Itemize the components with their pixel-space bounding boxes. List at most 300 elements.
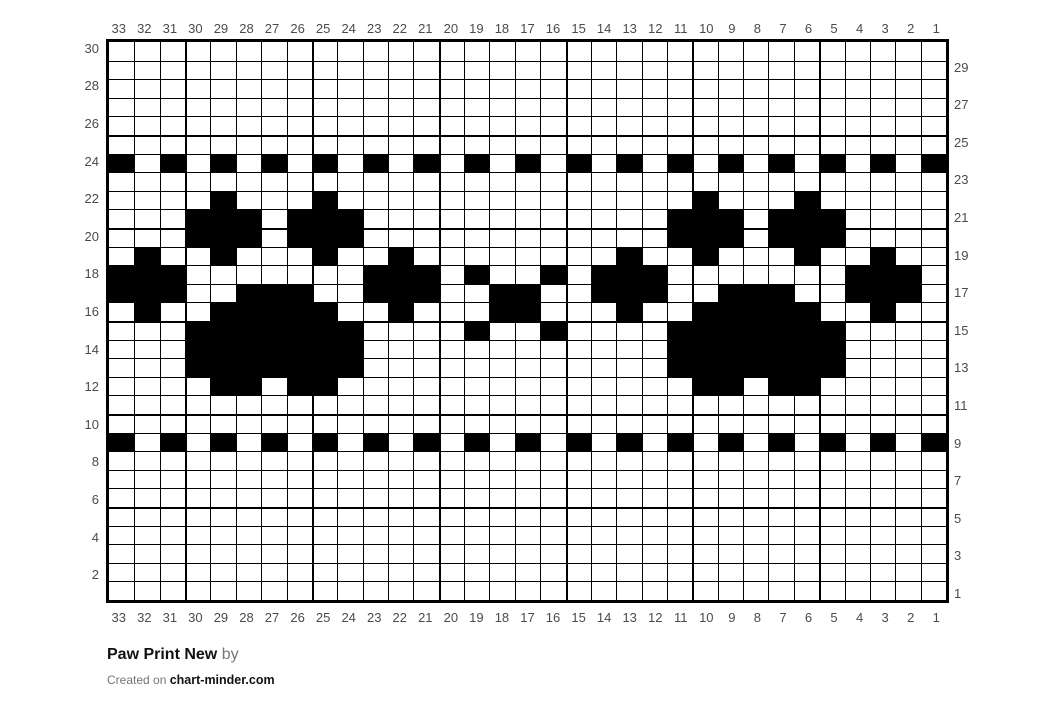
grid-cell xyxy=(743,42,768,61)
grid-cell xyxy=(870,451,895,470)
grid-cell xyxy=(870,358,895,377)
column-number: 24 xyxy=(341,21,356,36)
grid-cell xyxy=(743,172,768,191)
grid-cell xyxy=(388,172,413,191)
grid-cell xyxy=(439,414,464,433)
grid-cell xyxy=(489,358,514,377)
grid-cell xyxy=(591,284,616,303)
grid-cell xyxy=(692,414,717,433)
grid-cell xyxy=(413,135,438,154)
grid-cell xyxy=(160,61,185,80)
grid-cell xyxy=(312,414,337,433)
column-number: 20 xyxy=(443,610,459,625)
grid-cell xyxy=(185,377,210,396)
grid-cell xyxy=(312,433,337,452)
grid-cell xyxy=(591,414,616,433)
grid-cell xyxy=(464,507,489,526)
grid-cell xyxy=(287,433,312,452)
grid-cell xyxy=(895,265,920,284)
grid-cell xyxy=(464,116,489,135)
grid-cell xyxy=(312,358,337,377)
grid-cell xyxy=(261,526,286,545)
grid-cell xyxy=(591,265,616,284)
grid-cell xyxy=(921,488,946,507)
grid-cell xyxy=(870,470,895,489)
grid-cell xyxy=(160,340,185,359)
grid-cell xyxy=(109,154,134,173)
grid-cell xyxy=(337,265,362,284)
grid-cell xyxy=(616,377,641,396)
grid-cell xyxy=(109,61,134,80)
grid-cell xyxy=(870,284,895,303)
grid-cell xyxy=(185,61,210,80)
grid-cell xyxy=(134,228,159,247)
grid-cell xyxy=(540,433,565,452)
grid-cell xyxy=(794,302,819,321)
grid-cell xyxy=(768,209,793,228)
grid-cell xyxy=(160,116,185,135)
grid-cell xyxy=(743,154,768,173)
row-number xyxy=(952,265,982,284)
grid-cell xyxy=(464,247,489,266)
grid-cell xyxy=(591,61,616,80)
grid-cell xyxy=(109,395,134,414)
grid-cell xyxy=(845,470,870,489)
grid-cell xyxy=(210,451,235,470)
grid-cell xyxy=(363,247,388,266)
grid-cell xyxy=(768,135,793,154)
grid-cell xyxy=(160,135,185,154)
grid-cell xyxy=(845,61,870,80)
column-number: 10 xyxy=(699,610,714,625)
grid-cell xyxy=(718,451,743,470)
grid-cell xyxy=(718,61,743,80)
grid-cell xyxy=(489,544,514,563)
grid-cell xyxy=(363,265,388,284)
grid-cell xyxy=(489,526,514,545)
grid-cell xyxy=(160,470,185,489)
row-number xyxy=(72,133,102,152)
grid-cell xyxy=(210,358,235,377)
grid-cell xyxy=(540,563,565,582)
grid-cell xyxy=(667,321,692,340)
grid-cell xyxy=(845,395,870,414)
grid-cell xyxy=(743,135,768,154)
grid-cell xyxy=(210,395,235,414)
grid-cell xyxy=(388,284,413,303)
grid-cell xyxy=(566,414,591,433)
grid-cell xyxy=(464,414,489,433)
grid-cell xyxy=(819,321,844,340)
grid-cell xyxy=(870,433,895,452)
grid-cell xyxy=(591,321,616,340)
grid-cell xyxy=(363,507,388,526)
grid-cell xyxy=(819,228,844,247)
grid-cell xyxy=(489,451,514,470)
grid-cell xyxy=(464,284,489,303)
grid-cell xyxy=(261,377,286,396)
row-number xyxy=(952,189,982,208)
row-number xyxy=(72,208,102,227)
grid-cell xyxy=(870,154,895,173)
grid-cell xyxy=(210,135,235,154)
grid-cell xyxy=(261,228,286,247)
grid-cell xyxy=(819,358,844,377)
grid-cell xyxy=(540,377,565,396)
grid-cell xyxy=(261,284,286,303)
grid-cell xyxy=(413,228,438,247)
grid-cell xyxy=(439,395,464,414)
grid-cell xyxy=(413,265,438,284)
grid-cell xyxy=(489,79,514,98)
grid-cell xyxy=(794,358,819,377)
grid-cell xyxy=(921,395,946,414)
grid-cell xyxy=(261,581,286,600)
grid-cell xyxy=(870,414,895,433)
grid-cell xyxy=(261,321,286,340)
grid-cell xyxy=(337,433,362,452)
grid-cell xyxy=(134,135,159,154)
grid-cell xyxy=(160,284,185,303)
grid-cell xyxy=(591,581,616,600)
grid-cell xyxy=(210,488,235,507)
column-number: 11 xyxy=(674,610,688,625)
grid-cell xyxy=(185,358,210,377)
grid-cell xyxy=(692,265,717,284)
row-number xyxy=(952,453,982,472)
grid-cell xyxy=(794,526,819,545)
grid-cell xyxy=(616,98,641,117)
grid-cell xyxy=(109,191,134,210)
grid-cell xyxy=(236,61,261,80)
grid-cell xyxy=(921,209,946,228)
grid-cell xyxy=(363,79,388,98)
grid-cell xyxy=(591,247,616,266)
column-number: 18 xyxy=(494,21,510,36)
grid-cell xyxy=(413,358,438,377)
grid-cell xyxy=(210,42,235,61)
grid-cell xyxy=(515,581,540,600)
grid-cell xyxy=(464,61,489,80)
grid-cell xyxy=(236,544,261,563)
grid-cell xyxy=(921,340,946,359)
grid-cell xyxy=(464,98,489,117)
grid-cell xyxy=(489,414,514,433)
grid-cell xyxy=(794,209,819,228)
grid-cell xyxy=(870,581,895,600)
grid-cell xyxy=(768,172,793,191)
grid-cell xyxy=(236,209,261,228)
grid-cell xyxy=(921,172,946,191)
grid-cell xyxy=(337,581,362,600)
grid-cell xyxy=(591,135,616,154)
grid-cell xyxy=(566,191,591,210)
column-number: 17 xyxy=(520,610,535,625)
grid-cell xyxy=(134,209,159,228)
column-number: 1 xyxy=(932,21,940,36)
grid-cell xyxy=(718,395,743,414)
row-number xyxy=(952,114,982,133)
column-number: 25 xyxy=(315,21,331,36)
grid-cell xyxy=(337,507,362,526)
grid-cell xyxy=(109,172,134,191)
grid-cell xyxy=(134,79,159,98)
row-number: 4 xyxy=(91,529,99,545)
grid-cell xyxy=(439,563,464,582)
grid-cell xyxy=(287,172,312,191)
grid-cell xyxy=(743,321,768,340)
column-number: 12 xyxy=(647,21,663,36)
grid-cell xyxy=(134,302,159,321)
grid-cell xyxy=(413,154,438,173)
grid-cell xyxy=(718,433,743,452)
grid-cell xyxy=(312,79,337,98)
grid-cell xyxy=(667,470,692,489)
grid-cell xyxy=(718,340,743,359)
grid-cell xyxy=(236,265,261,284)
grid-cell xyxy=(439,302,464,321)
grid-cell xyxy=(895,507,920,526)
grid-cell xyxy=(642,135,667,154)
column-number: 18 xyxy=(494,610,510,625)
grid-cell xyxy=(819,395,844,414)
grid-cell xyxy=(566,507,591,526)
grid-cell xyxy=(185,544,210,563)
grid-cell xyxy=(312,451,337,470)
grid-cell xyxy=(363,544,388,563)
grid-cell xyxy=(667,526,692,545)
row-number: 28 xyxy=(84,78,99,94)
grid-cell xyxy=(160,358,185,377)
grid-cell xyxy=(642,172,667,191)
grid-cell xyxy=(692,302,717,321)
grid-cell xyxy=(921,79,946,98)
grid-cell xyxy=(287,154,312,173)
grid-cell xyxy=(312,395,337,414)
row-number: 17 xyxy=(954,285,969,301)
grid-cell xyxy=(819,302,844,321)
grid-cell xyxy=(185,526,210,545)
grid-cell xyxy=(895,116,920,135)
grid-cell xyxy=(692,340,717,359)
grid-cell xyxy=(819,61,844,80)
grid-cell xyxy=(312,563,337,582)
grid-cell xyxy=(489,488,514,507)
grid-cell xyxy=(363,284,388,303)
grid-cell xyxy=(109,42,134,61)
grid-cell xyxy=(743,79,768,98)
grid-cell xyxy=(768,470,793,489)
grid-cell xyxy=(845,135,870,154)
grid-cell xyxy=(692,433,717,452)
grid-cell xyxy=(337,154,362,173)
grid-cell xyxy=(566,488,591,507)
grid-cell xyxy=(210,544,235,563)
grid-cell xyxy=(591,79,616,98)
grid-cell xyxy=(591,172,616,191)
grid-cell xyxy=(616,42,641,61)
grid-cell xyxy=(667,116,692,135)
grid-cell xyxy=(845,544,870,563)
grid-cell xyxy=(540,61,565,80)
grid-cell xyxy=(667,507,692,526)
grid-cell xyxy=(210,563,235,582)
grid-cell xyxy=(413,321,438,340)
column-number: 15 xyxy=(571,610,586,625)
grid-cell xyxy=(388,98,413,117)
grid-cell xyxy=(895,98,920,117)
grid-cell xyxy=(718,98,743,117)
grid-cell xyxy=(312,172,337,191)
grid-cell xyxy=(692,42,717,61)
grid-cell xyxy=(895,395,920,414)
column-number: 17 xyxy=(520,21,535,36)
grid-cell xyxy=(160,265,185,284)
grid-cell xyxy=(109,581,134,600)
grid-cell xyxy=(667,414,692,433)
grid-cell xyxy=(515,488,540,507)
grid-cell xyxy=(870,172,895,191)
grid-cell xyxy=(109,302,134,321)
grid-cell xyxy=(566,116,591,135)
grid-cell xyxy=(439,135,464,154)
grid-cell xyxy=(743,61,768,80)
grid-cell xyxy=(312,507,337,526)
grid-cell xyxy=(642,451,667,470)
grid-cell xyxy=(261,135,286,154)
grid-cell xyxy=(413,395,438,414)
grid-cell xyxy=(363,61,388,80)
grid-cell xyxy=(464,395,489,414)
grid-cell xyxy=(236,247,261,266)
grid-cell xyxy=(692,358,717,377)
grid-cell xyxy=(743,228,768,247)
grid-cell xyxy=(616,172,641,191)
grid-cell xyxy=(337,544,362,563)
grid-cell xyxy=(718,488,743,507)
row-number xyxy=(952,490,982,509)
grid-cell xyxy=(185,98,210,117)
grid-cell xyxy=(287,191,312,210)
grid-cell xyxy=(312,544,337,563)
grid-cell xyxy=(895,526,920,545)
grid-cell xyxy=(236,135,261,154)
grid-cell xyxy=(616,61,641,80)
grid-cell xyxy=(109,228,134,247)
grid-cell xyxy=(743,507,768,526)
grid-cell xyxy=(566,433,591,452)
grid-cell xyxy=(261,172,286,191)
grid-cell xyxy=(845,488,870,507)
grid-cell xyxy=(210,172,235,191)
grid-cell xyxy=(388,209,413,228)
grid-cell xyxy=(566,79,591,98)
grid-cell xyxy=(363,581,388,600)
grid-cell xyxy=(287,395,312,414)
grid-cell xyxy=(236,395,261,414)
grid-cell xyxy=(236,488,261,507)
grid-cell xyxy=(363,135,388,154)
column-number: 27 xyxy=(264,21,280,36)
grid-cell xyxy=(261,433,286,452)
grid-cell xyxy=(312,526,337,545)
grid-cell xyxy=(109,98,134,117)
grid-cell xyxy=(718,116,743,135)
column-numbers-top xyxy=(106,20,949,37)
grid-cell xyxy=(540,191,565,210)
column-number: 9 xyxy=(728,610,736,625)
column-number: 20 xyxy=(443,21,459,36)
grid-cell xyxy=(794,116,819,135)
grid-cell xyxy=(160,42,185,61)
grid-cell xyxy=(819,247,844,266)
grid-cell xyxy=(870,98,895,117)
grid-cell xyxy=(413,191,438,210)
grid-cell xyxy=(591,116,616,135)
grid-cell xyxy=(388,414,413,433)
grid-cell xyxy=(439,451,464,470)
grid-cell xyxy=(921,526,946,545)
grid-cell xyxy=(692,209,717,228)
grid-cell xyxy=(388,247,413,266)
grid-cell xyxy=(439,544,464,563)
grid-cell xyxy=(160,377,185,396)
grid-cell xyxy=(210,228,235,247)
grid-cell xyxy=(160,209,185,228)
grid-cell xyxy=(667,395,692,414)
grid-cell xyxy=(566,61,591,80)
grid-cell xyxy=(794,340,819,359)
grid-cell xyxy=(489,302,514,321)
grid-cell xyxy=(845,191,870,210)
grid-cell xyxy=(464,42,489,61)
grid-cell xyxy=(134,544,159,563)
row-number xyxy=(952,302,982,321)
grid-cell xyxy=(642,116,667,135)
grid-cell xyxy=(692,247,717,266)
grid-cell xyxy=(540,209,565,228)
grid-cell xyxy=(616,209,641,228)
grid-cell xyxy=(464,154,489,173)
grid-cell xyxy=(819,377,844,396)
row-number xyxy=(952,77,982,96)
grid-cell xyxy=(489,563,514,582)
grid-cell xyxy=(616,507,641,526)
grid-cell xyxy=(160,154,185,173)
grid-cell xyxy=(794,544,819,563)
grid-cell xyxy=(768,154,793,173)
grid-cell xyxy=(819,191,844,210)
grid-cell xyxy=(642,470,667,489)
grid-cell xyxy=(616,414,641,433)
grid-cell xyxy=(870,488,895,507)
column-number: 22 xyxy=(392,610,407,625)
grid-cell xyxy=(413,507,438,526)
grid-cell xyxy=(413,247,438,266)
grid-cell xyxy=(540,544,565,563)
grid-cell xyxy=(667,61,692,80)
grid-cell xyxy=(845,284,870,303)
grid-cell xyxy=(921,321,946,340)
grid-cell xyxy=(413,172,438,191)
grid-cell xyxy=(337,284,362,303)
grid-cell xyxy=(337,321,362,340)
grid-cell xyxy=(667,563,692,582)
grid-cell xyxy=(591,98,616,117)
grid-cell xyxy=(489,581,514,600)
grid-cell xyxy=(312,302,337,321)
grid-cell xyxy=(895,433,920,452)
